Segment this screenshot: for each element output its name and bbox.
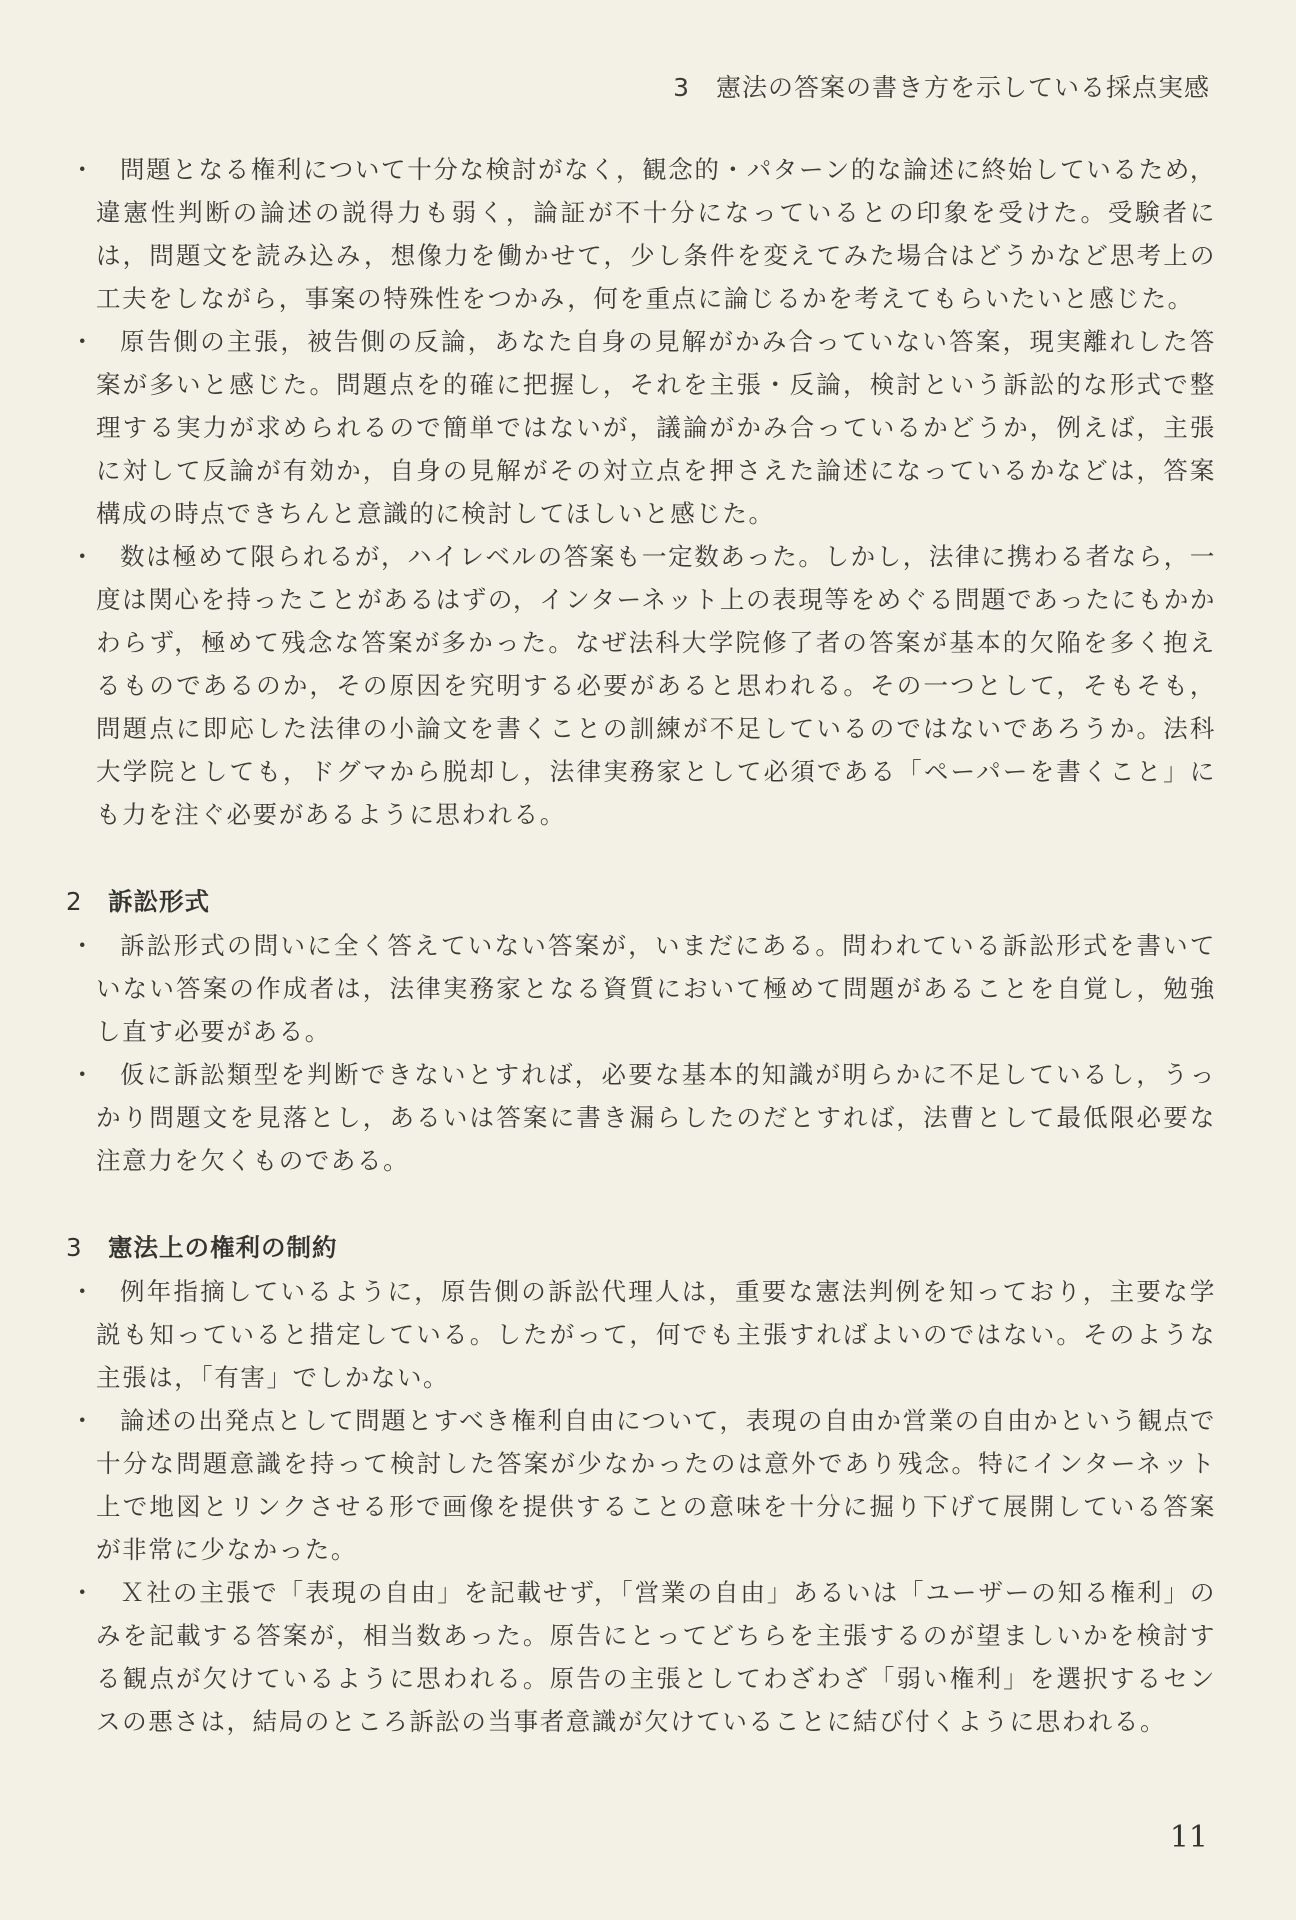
page-body (66, 148, 1216, 1743)
list-item (66, 1053, 1216, 1182)
section-title: 訴訟形式 (108, 887, 210, 916)
bullet-marker: ・ (70, 1578, 97, 1607)
bullet-marker: ・ (70, 155, 97, 184)
section-number: 2 (66, 887, 83, 916)
section-constitutional-rights (66, 1228, 1216, 1743)
list-item (66, 535, 1216, 836)
section-litigation-form (66, 882, 1216, 1182)
bullet-marker: ・ (70, 931, 97, 960)
list-item (66, 320, 1216, 535)
list-item-text: 問題となる権利について十分な検討がなく，観念的・パターン的な論述に終始しているため，違憲性判断の論述の説得力も弱く，論証が不十分になっているとの印象を受けた。受験者には，問題文を読み込み，想像力を働かせて，少し条件を変えてみた場合はどうかなど思考上の工夫をしながら，事案の特殊性をつかみ，何を重点に論じるかを考えてもらいたいと感じた。 (96, 155, 1216, 313)
page-number: 11 (1169, 1820, 1208, 1855)
list-item (66, 1270, 1216, 1399)
bullet-marker: ・ (70, 327, 97, 356)
list-item-text: 数は極めて限られるが，ハイレベルの答案も一定数あった。しかし，法律に携わる者なら，一度は関心を持ったことがあるはずの，インターネット上の表現等をめぐる問題であったにもかかわらず，極めて残念な答案が多かった。なぜ法科大学院修了者の答案が基本的欠陥を多く抱えるものであるのか，その原因を究明する必要があると思われる。その一つとして，そもそも，問題点に即応した法律の小論文を書くことの訓練が不足しているのではないであろうか。法科大学院としても，ドグマから脱却し，法律実務家として必須である「ペーパーを書くこと」にも力を注ぐ必要があるように思われる。 (96, 542, 1216, 829)
list-item-text: 仮に訴訟類型を判断できないとすれば，必要な基本的知識が明らかに不足しているし，うっかり問題文を見落とし，あるいは答案に書き漏らしたのだとすれば，法曹として最低限必要な注意力を欠くものである。 (96, 1060, 1216, 1175)
section-number: 3 (66, 1233, 83, 1262)
list-item-text: 論述の出発点として問題とすべき権利自由について，表現の自由か営業の自由かという観点で十分な問題意識を持って検討した答案が少なかったのは意外であり残念。特にインターネット上で地図とリンクさせる形で画像を提供することの意味を十分に掘り下げて展開している答案が非常に少なかった。 (96, 1406, 1216, 1564)
list-item-text: 訴訟形式の問いに全く答えていない答案が，いまだにある。問われている訴訟形式を書いていない答案の作成者は，法律実務家となる資質において極めて問題があることを自覚し，勉強し直す必要がある。 (96, 931, 1216, 1046)
list-item-text: 原告側の主張，被告側の反論，あなた自身の見解がかみ合っていない答案，現実離れした答案が多いと感じた。問題点を的確に把握し，それを主張・反論，検討という訴訟的な形式で整理する実力が求められるので簡単ではないが，議論がかみ合っているかどうか，例えば，主張に対して反論が有効か，自身の見解がその対立点を押さえた論述になっているかなどは，答案構成の時点できちんと意識的に検討してほしいと感じた。 (96, 327, 1216, 528)
bullet-marker: ・ (70, 1277, 97, 1306)
running-header: 3 憲法の答案の書き方を示している採点実感 (673, 73, 1210, 102)
list-item (66, 1399, 1216, 1571)
list-item (66, 924, 1216, 1053)
list-item (66, 148, 1216, 320)
list-item-text: Ｘ社の主張で「表現の自由」を記載せず，「営業の自由」あるいは「ユーザーの知る権利」のみを記載する答案が，相当数あった。原告にとってどちらを主張するのが望ましいかを検討する観点が欠けているように思われる。原告の主張としてわざわざ「弱い権利」を選択するセンスの悪さは，結局のところ訴訟の当事者意識が欠けていることに結び付くように思われる。 (96, 1578, 1216, 1736)
bullet-marker: ・ (70, 1060, 97, 1089)
list-item (66, 1571, 1216, 1743)
bullet-marker: ・ (70, 1406, 97, 1435)
section-heading (66, 882, 1216, 922)
section-title: 憲法上の権利の制約 (108, 1233, 338, 1262)
list-item-text: 例年指摘しているように，原告側の訴訟代理人は，重要な憲法判例を知っており，主要な学説も知っていると措定している。したがって，何でも主張すればよいのではない。そのような主張は，「有害」でしかない。 (96, 1277, 1216, 1392)
section-heading (66, 1228, 1216, 1268)
bullet-marker: ・ (70, 542, 97, 571)
